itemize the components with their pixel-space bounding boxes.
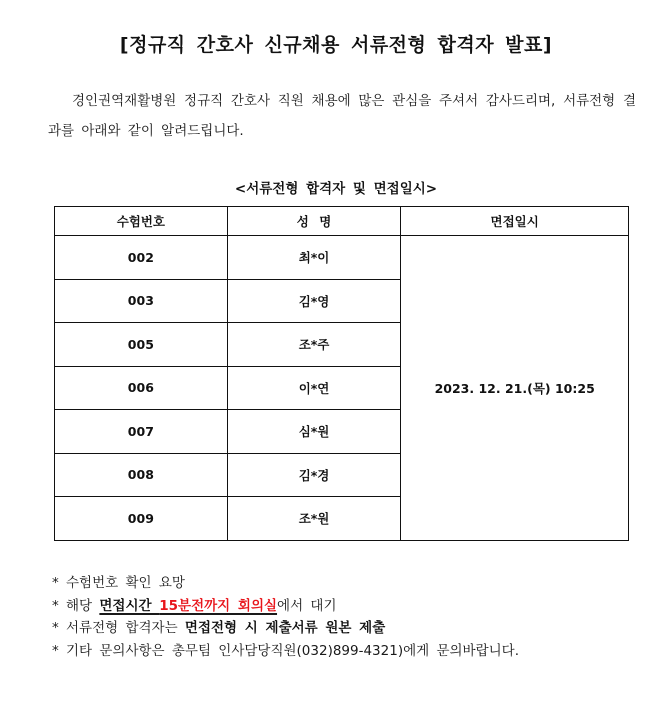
candidate-name: 조*원	[227, 497, 401, 541]
exam-number: 008	[55, 453, 228, 497]
notes-list	[52, 572, 519, 662]
exam-number: 006	[55, 366, 228, 410]
note-text: 기타 문의사항은 총무팀 인사담당직원(032)899-4321)에게 문의바랍니다.	[66, 642, 520, 659]
header-interview-datetime: 면접일시	[401, 207, 629, 236]
note-bold-text: 면접시간	[99, 597, 160, 614]
candidate-name: 김*영	[227, 279, 401, 323]
note-item	[52, 617, 519, 640]
intro-text: 경인권역재활병원 정규직 간호사 직원 채용에 많은 관심을 주셔서 감사드리며, 서류전형 결과를 아래와 같이 알려드립니다.	[48, 93, 636, 139]
candidate-name: 심*원	[227, 410, 401, 454]
note-text: 에서 대기	[277, 597, 337, 614]
asterisk-bullet: *	[52, 597, 59, 614]
note-text: 수험번호 확인 요망	[66, 575, 185, 591]
table-subtitle: <서류전형 합격자 및 면접일시>	[234, 181, 438, 197]
intro-paragraph	[48, 86, 636, 146]
exam-number: 009	[55, 497, 228, 541]
candidate-name: 조*주	[227, 323, 401, 367]
underlined-highlight	[99, 598, 277, 614]
note-bold-text: 면접전형 시 제출서류 원본 제출	[184, 620, 386, 636]
asterisk-bullet: *	[52, 575, 59, 591]
candidate-name: 이*연	[227, 366, 401, 410]
table-row	[55, 236, 629, 280]
interview-datetime: 2023. 12. 21.(목) 10:25	[401, 236, 629, 541]
candidate-name: 최*이	[227, 236, 401, 280]
candidate-name: 김*경	[227, 453, 401, 497]
note-item	[52, 572, 519, 595]
asterisk-bullet: *	[52, 642, 59, 659]
note-red-text: 15분전까지 회의실	[159, 597, 278, 614]
results-table	[54, 206, 629, 541]
note-text: 해당	[66, 597, 100, 614]
note-item	[52, 640, 519, 663]
note-text: 서류전형 합격자는	[66, 620, 185, 636]
exam-number: 002	[55, 236, 228, 280]
exam-number: 005	[55, 323, 228, 367]
note-item	[52, 595, 519, 618]
exam-number: 003	[55, 279, 228, 323]
asterisk-bullet: *	[52, 620, 59, 636]
header-exam-number: 수험번호	[55, 207, 228, 236]
header-name: 성 명	[227, 207, 401, 236]
page-title: [정규직 간호사 신규채용 서류전형 합격자 발표]	[119, 34, 553, 56]
table-header-row	[55, 207, 629, 236]
exam-number: 007	[55, 410, 228, 454]
